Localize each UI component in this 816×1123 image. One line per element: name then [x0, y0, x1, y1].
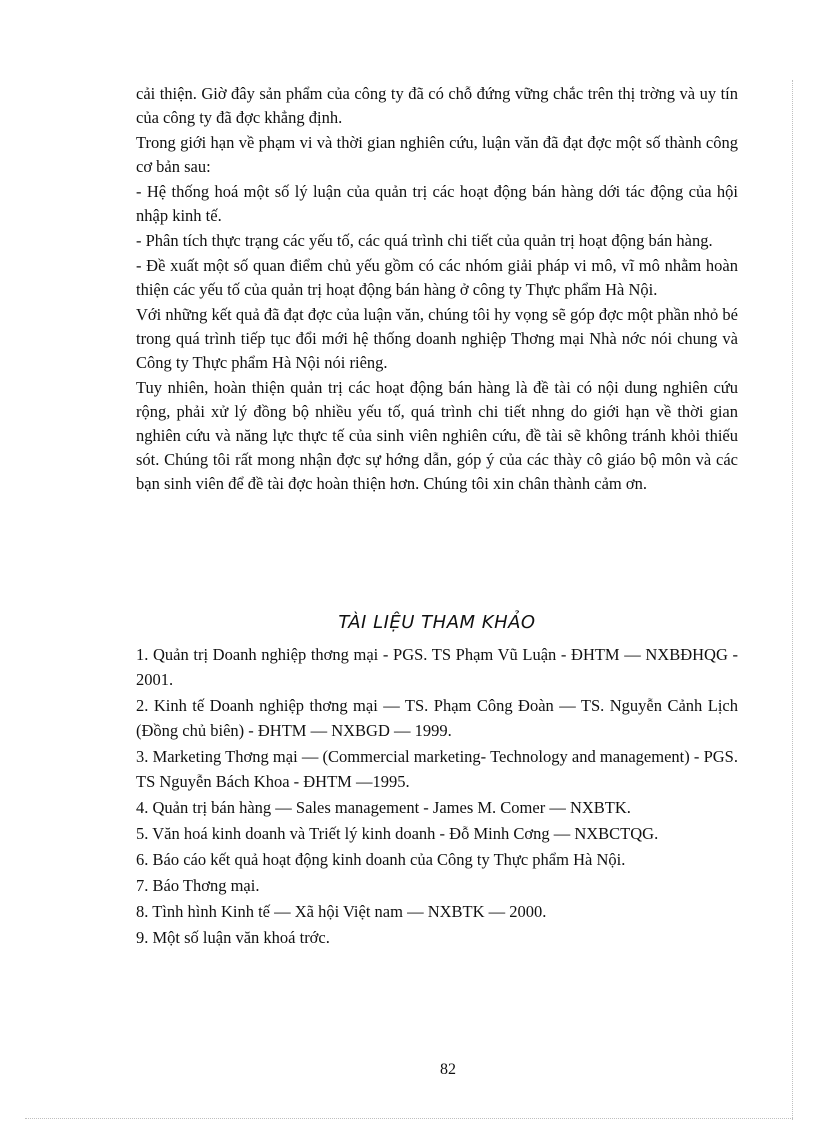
references-list	[136, 642, 738, 951]
reference-item: 9. Một số luận văn khoá trớc.	[136, 928, 330, 947]
paragraph: - Hệ thống hoá một số lý luận của quản trị các hoạt động bán hàng dới tác động của hội nhập kinh tế.	[136, 182, 738, 225]
reference-item: 7. Báo Thơng mại.	[136, 876, 260, 895]
paragraph: - Phân tích thực trạng các yếu tố, các quá trình chi tiết của quản trị hoạt động bán hàng.	[136, 231, 713, 250]
page-border-right	[792, 80, 793, 1120]
reference-item: 5. Văn hoá kinh doanh và Triết lý kinh doanh - Đỗ Minh Cơng — NXBCTQG.	[136, 824, 659, 843]
reference-item: 6. Báo cáo kết quả hoạt động kinh doanh của Công ty Thực phẩm Hà Nội.	[136, 850, 626, 869]
reference-item: 3. Marketing Thơng mại — (Commercial marketing- Technology and management) - PGS. TS Nguyễn Bách Khoa - ĐHTM —1995.	[136, 747, 738, 791]
paragraph: - Đề xuất một số quan điểm chủ yếu gồm có các nhóm giải pháp vi mô, vĩ mô nhằm hoàn thiện các yếu tố của quản trị hoạt động bán hàng ở công ty Thực phẩm Hà Nội.	[136, 256, 738, 299]
page-border-bottom	[25, 1118, 793, 1119]
paragraph: Tuy nhiên, hoàn thiện quản trị các hoạt động bán hàng là đề tài có nội dung nghiên cứu rộng, phải xử lý đồng bộ nhiều yếu tố, quá trình chi tiết nhng do giới hạn về thời gian nghiên cứu và năng lực thực tế của sinh viên nghiên cứu, đề tài sẽ không tránh khỏi thiếu sót. Chúng tôi rất mong nhận đợc sự hớng dẫn, góp ý của các thày cô giáo bộ môn và các bạn sinh viên để đề tài đợc hoàn thiện hơn. Chúng tôi xin chân thành cảm ơn.	[136, 378, 738, 493]
references-heading: TÀI LIỆU THAM KHẢO	[338, 612, 536, 633]
paragraph: cải thiện. Giờ đây sản phẩm của công ty đã có chỗ đứng vững chắc trên thị trờng và uy tín của công ty đã đợc khẳng định.	[136, 84, 738, 127]
page-number: 82	[440, 1061, 456, 1078]
conclusion-section	[136, 82, 738, 497]
paragraph: Với những kết quả đã đạt đợc của luận văn, chúng tôi hy vọng sẽ góp đợc một phần nhỏ bé trong quá trình tiếp tục đổi mới hệ thống doanh nghiệp Thơng mại Nhà nớc nói chung và Công ty Thực phẩm Hà Nội nói riêng.	[136, 305, 738, 372]
reference-item: 1. Quản trị Doanh nghiệp thơng mại - PGS. TS Phạm Vũ Luận - ĐHTM — NXBĐHQG - 2001.	[136, 645, 738, 689]
reference-item: 8. Tình hình Kinh tế — Xã hội Việt nam — NXBTK — 2000.	[136, 902, 547, 921]
paragraph: Trong giới hạn về phạm vi và thời gian nghiên cứu, luận văn đã đạt đợc một số thành công cơ bản sau:	[136, 133, 738, 176]
reference-item: 2. Kinh tế Doanh nghiệp thơng mại — TS. Phạm Công Đoàn — TS. Nguyễn Cảnh Lịch (Đồng chủ biên) - ĐHTM — NXBGD — 1999.	[136, 696, 738, 740]
reference-item: 4. Quản trị bán hàng — Sales management - James M. Comer — NXBTK.	[136, 798, 631, 817]
